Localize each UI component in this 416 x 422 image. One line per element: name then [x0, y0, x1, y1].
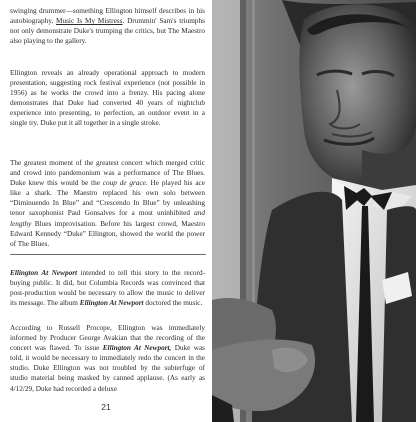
album-title-3: Ellington At Newport,	[102, 344, 172, 353]
paragraph-3-text-c: Blues improvisation. Before his largest crowd, Maestro Edward Kennedy “Duke” Ellington, showed the world the power of The Blues.	[10, 219, 205, 248]
page-number: 21	[101, 402, 111, 412]
paragraph-4-text-b: doctored the music.	[143, 299, 203, 308]
paragraph-3	[10, 158, 205, 249]
paragraph-3-term: coup de grace	[102, 179, 146, 188]
paragraph-1	[10, 6, 205, 46]
paragraph-3-emphasis: and lengthy	[10, 209, 205, 228]
paragraph-5	[10, 323, 205, 394]
paragraph-5-text-b: Duke was told, it would be necessary to immediately redo the concert in the studio. Duke Ellington was not troubled by the subterfuge of studio material being masked by canned applause. (As early as 4/12/29, Duke had recorded a deluxe	[10, 344, 205, 393]
paragraph-2: Ellington reveals an already operational approach to modern presentation, suggesting rock festival experience (not possible in 1956) as he works the crowd into a frenzy. His pacing alone demonstrates that Duke had converted 40 years of nightclub experience into presenting, to perfection, an outdoor event in a single try. Duke put it all together in a single stroke.	[10, 69, 205, 128]
paragraph-3-text-a: The greatest moment of the greatest concert which merged critic and crowd into pandemonium was a performance of The Blues. Duke knew this would be the	[10, 159, 205, 188]
paragraph-5-text-a: According to Russell Procope, Ellington was immediately informed by Producer George Avakian that the recording of the concert was flawed. To issue	[10, 324, 205, 353]
paragraph-1-text-a: swinging drummer—something Ellington himself describes in his autobiography,	[10, 7, 205, 26]
paragraph-1-text-b: . Drummin' Sam's triumphs not only demonstrate Duke's trumping the critics, but The Maestro also playing to the gallery.	[10, 17, 205, 46]
album-title-2: Ellington At Newport	[79, 299, 144, 308]
paragraph-4-text-a: intended to tell this story to the record-buying public. It did, but Columbia Records was convinced that post-production would be necessary to allow the music to deliver its message. The album	[10, 269, 205, 308]
portrait-photo	[212, 0, 416, 422]
paragraph-4	[10, 268, 205, 308]
portrait-illustration	[212, 0, 416, 422]
album-title-1: Ellington At Newport	[10, 269, 78, 277]
paragraph-3-text-b: . He played his ace like a shark. The Maestro replaced his own solo between “Diminuendo In Blue” and “Crescendo In Blue” by unleashing tenor saxophonist Paul Gonsalves for a most uninhibited	[10, 179, 205, 218]
book-title-link[interactable]: Music Is My Mistress	[56, 17, 123, 26]
section-divider	[10, 254, 206, 255]
